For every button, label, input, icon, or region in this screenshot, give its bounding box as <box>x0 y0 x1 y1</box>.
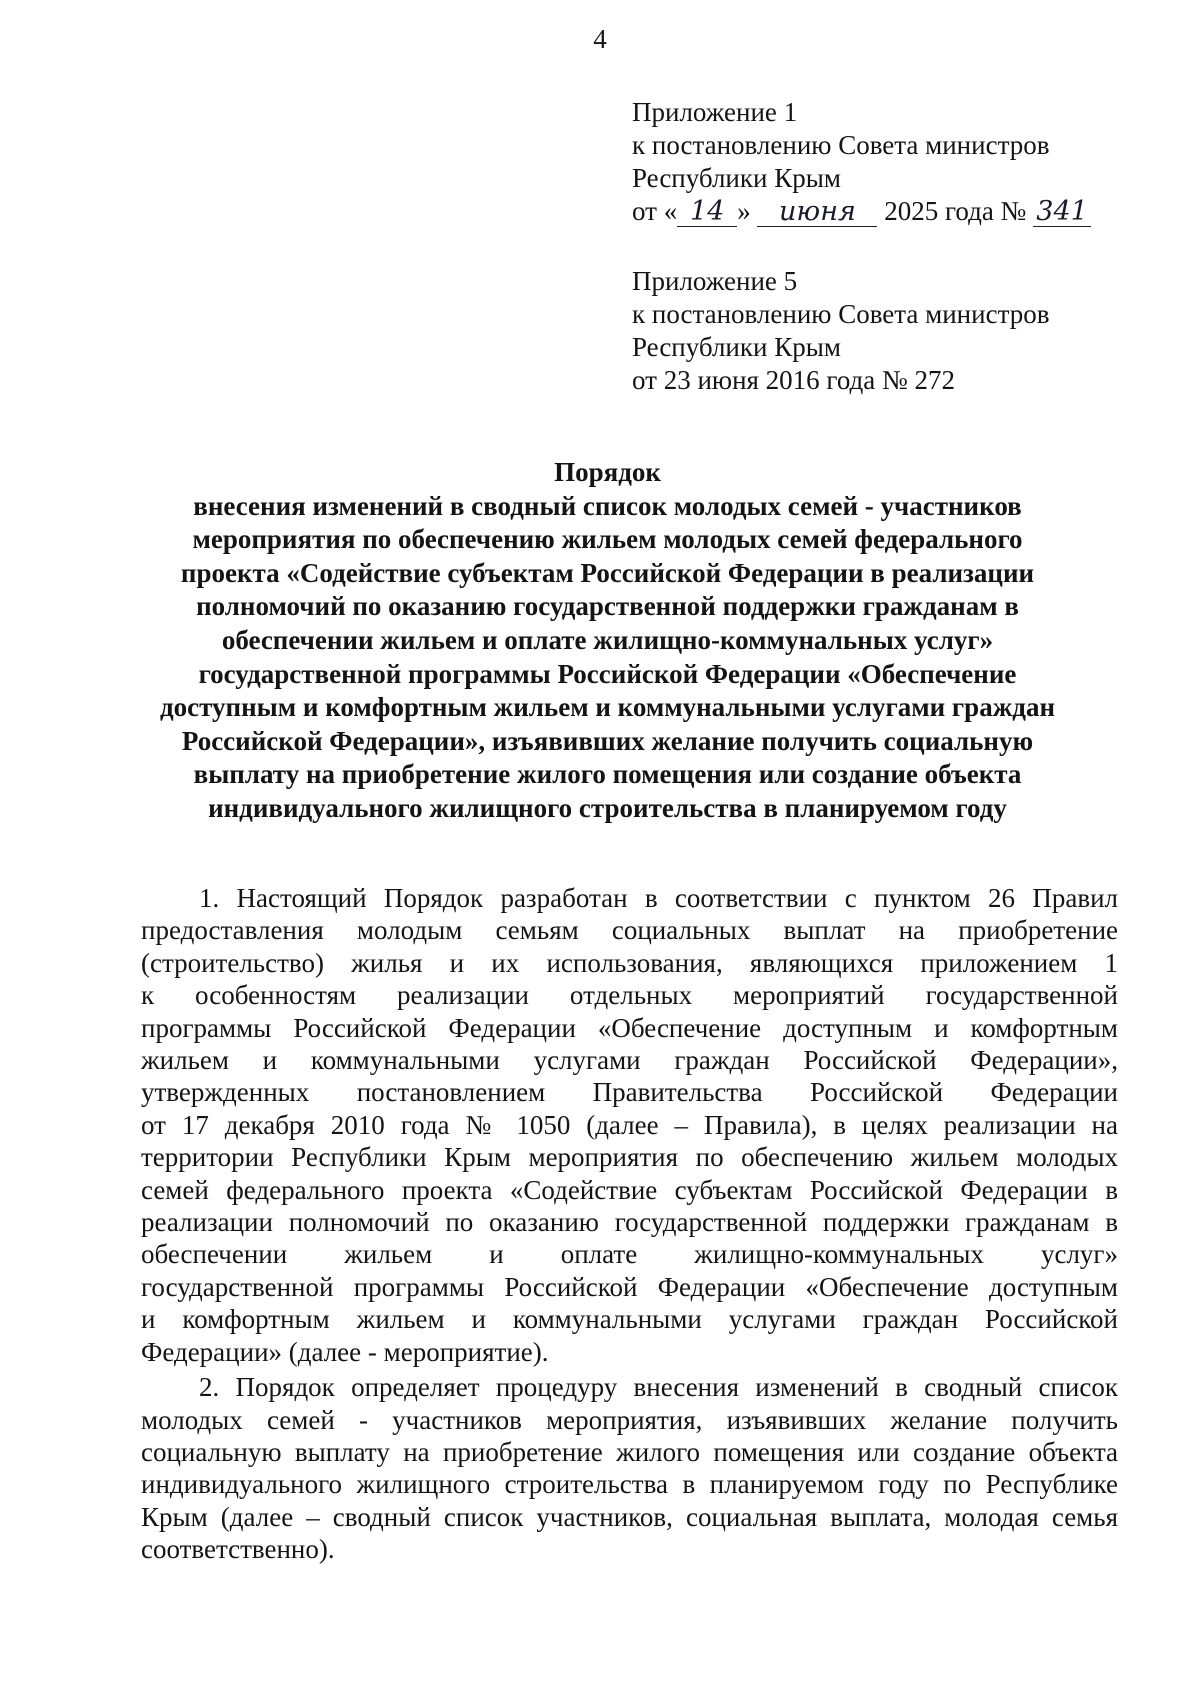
text-line: и комфортным жильем и коммунальными услугами граждан Российской <box>141 1304 1118 1335</box>
appendix-5-resolution: к постановлению Совета министров <box>632 299 1050 329</box>
appendix-1-title: Приложение 1 <box>632 97 798 127</box>
appendix-5-date: от 23 июня 2016 года № 272 <box>632 365 956 395</box>
text-line: семей федерального проекта «Содействие субъектам Российской Федерации в <box>141 1174 1118 1205</box>
text-line: жильем и коммунальными услугами граждан Российской Федерации», <box>141 1045 1118 1076</box>
date-year: 2025 года № <box>884 196 1027 226</box>
text-line: предоставления молодым семьям социальных выплат на приобретение <box>141 915 1118 946</box>
paragraph-2 <box>141 1371 1118 1565</box>
text-line: территории Республики Крым мероприятия по обеспечению жильем молодых <box>141 1142 1118 1173</box>
appendix-1-date-line <box>632 195 1152 228</box>
text-line: программы Российской Федерации «Обеспечение доступным и комфортным <box>141 1012 1118 1043</box>
text-line: индивидуального жилищного строительства в планируемом году по Республике <box>141 1469 1118 1500</box>
text-line: Федерации» (далее - мероприятие). <box>141 1336 549 1367</box>
title-line: мероприятия по обеспечению жильем молодых семей федерального <box>192 524 1023 555</box>
appendix-1-resolution: к постановлению Совета министров <box>632 130 1050 160</box>
text-line: реализации полномочий по оказанию государственной поддержки гражданам в <box>141 1207 1118 1238</box>
document-title <box>130 456 1085 826</box>
text-line: соответственно). <box>141 1534 335 1565</box>
date-quote-close: » <box>737 196 751 226</box>
appendix-5-header <box>632 265 1152 397</box>
title-heading: Порядок <box>554 457 661 487</box>
appendix-5-title: Приложение 5 <box>632 266 798 296</box>
text-line: социальную выплату на приобретение жилого помещения или создание объекта <box>141 1436 1118 1467</box>
handwritten-month: июня <box>757 196 877 227</box>
title-line: выплату на приобретение жилого помещения или создание объекта <box>193 759 1022 790</box>
handwritten-doc-number: 341 <box>1033 196 1091 227</box>
text-line: от 17 декабря 2010 года № 1050 (далее – Правила), в целях реализации на <box>141 1109 1118 1140</box>
handwritten-day: 14 <box>677 196 737 227</box>
title-line: полномочий по оказанию государственной поддержки гражданам в <box>196 591 1019 622</box>
text-line: Крым (далее – сводный список участников, социальная выплата, молодая семья <box>141 1501 1118 1532</box>
appendix-1-republic: Республики Крым <box>632 163 841 193</box>
paragraph-1 <box>141 882 1118 1368</box>
appendix-5-republic: Республики Крым <box>632 332 841 362</box>
text-line: обеспечении жильем и оплате жилищно-коммунальных услуг» <box>141 1239 1118 1270</box>
text-line: утвержденных постановлением Правительства Российской Федерации <box>141 1077 1118 1108</box>
text-line: государственной программы Российской Федерации «Обеспечение доступным <box>141 1271 1118 1302</box>
text-line: 2. Порядок определяет процедуру внесения изменений в сводный список <box>199 1372 1118 1403</box>
page-number: 4 <box>593 24 607 54</box>
title-line: обеспечении жильем и оплате жилищно-коммунальных услуг» <box>221 624 994 655</box>
date-prefix: от « <box>632 196 678 226</box>
text-line: к особенностям реализации отдельных мероприятий государственной <box>141 980 1118 1011</box>
appendix-1-header <box>632 96 1152 228</box>
title-line: внесения изменений в сводный список молодых семей - участников <box>193 490 1022 521</box>
title-line: индивидуального жилищного строительства в планируемом году <box>208 792 1007 823</box>
title-line: государственной программы Российской Федерации «Обеспечение <box>198 658 1017 689</box>
text-line: 1. Настоящий Порядок разработан в соответствии с пунктом 26 Правил <box>199 883 1118 913</box>
title-line: Российской Федерации», изъявивших желание получить социальную <box>181 725 1034 756</box>
title-line: доступным и комфортным жильем и коммунальными услугами граждан <box>160 692 1055 723</box>
document-body <box>141 882 1118 1566</box>
text-line: молодых семей - участников мероприятия, изъявивших желание получить <box>141 1404 1118 1435</box>
title-line: проекта «Содействие субъектам Российской Федерации в реализации <box>180 557 1035 588</box>
text-line: (строительство) жилья и их использования, являющихся приложением 1 <box>141 947 1118 978</box>
